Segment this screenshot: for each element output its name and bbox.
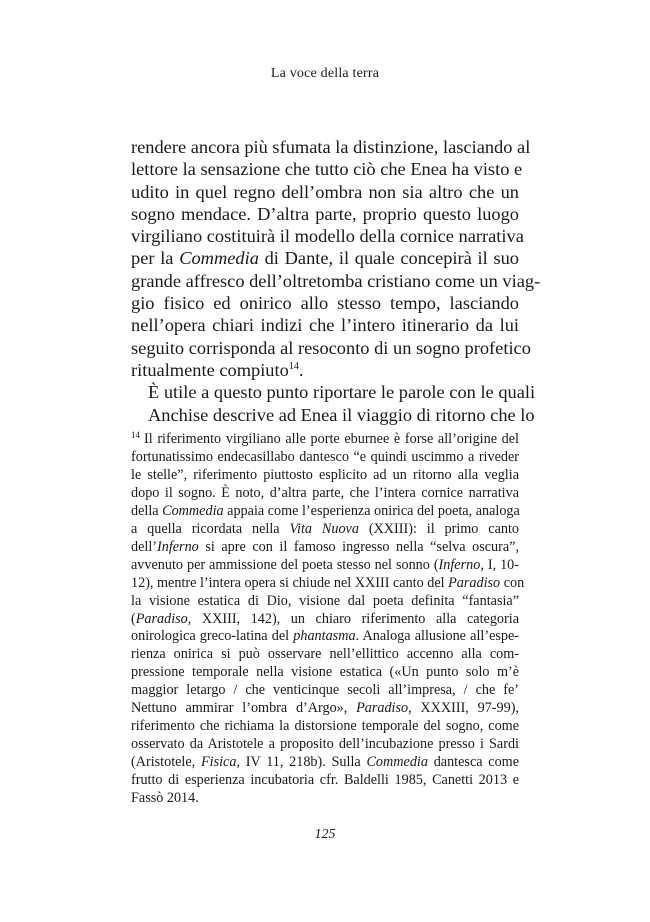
footnote-line: (Paradiso, XXIII, 142), un chiaro riferimento alla categoria (131, 610, 519, 627)
footnote-block (131, 430, 525, 808)
text-line: gio fisico ed onirico allo stesso tempo, lasciando (131, 293, 519, 314)
footnote-line: la visione estatica di Dio, visione dal poeta definita “fantasia” (131, 592, 519, 609)
text-line: lettore la sensazione che tutto ciò che Enea ha visto e (131, 159, 523, 180)
text-line: grande affresco dell’oltretomba cristiano come un viag- (131, 270, 541, 291)
footnote-line: avvenuto per ammissione del poeta stesso nel sonno (Inferno, I, 10- (131, 556, 519, 573)
text-line: È utile a questo punto riportare le parole con le quali (148, 382, 536, 403)
text-line: rendere ancora più sfumata la distinzione, lasciando al (131, 137, 531, 157)
text-line: ritualmente compiuto$^{14}$. (131, 359, 304, 380)
text-line: sogno mendace. D’altra parte, proprio questo luogo (131, 203, 519, 224)
footnote-line: a quella ricordata nella Vita Nuova (XXIII): il primo canto (131, 520, 519, 537)
footnote-line: della Commedia appaia come l’esperienza onirica del poeta, analoga (131, 502, 520, 519)
text-line: seguito corrisponda al resoconto di un sogno profetico (131, 337, 531, 358)
text-line: nell’opera chiari indizi che l’intero itinerario da lui (131, 315, 519, 336)
footnote-line: onirologica greco-latina del phantasma. Analoga allusione all’espe- (131, 628, 519, 645)
footnote-line: frutto di esperienza incubatoria cfr. Baldelli 1985, Canetti 2013 e (131, 772, 519, 789)
footnote-line: rienza onirica si può osservare nell’ellittico accenno alla com- (131, 646, 519, 663)
footnote-line: riferimento che richiama la distorsione temporale del sogno, come (131, 718, 519, 735)
footnote-number: 14 (131, 430, 140, 440)
footnote-line: pressione temporale nella visione estatica («Un punto solo m’è (131, 664, 519, 681)
text-line: per la Commedia di Dante, il quale concepirà il suo (131, 248, 520, 269)
footnote-line: maggior letargo / che venticinque secoli all’impresa, / che fe’ (131, 682, 519, 699)
footnote-reference: 14 (288, 360, 299, 372)
footnote-line: le stelle”, riferimento piuttosto esplicito ad un ritorno alla veglia (131, 466, 519, 483)
text-line: virgiliano costituirà il modello della cornice narrativa (131, 226, 524, 247)
footnote-line: Nettuno ammirar l’ombra d’Argo», Paradiso, XXXIII, 97-99), (131, 700, 519, 717)
footnote-line: 12), mentre l’intera opera si chiude nel XXIII canto del Paradiso con (131, 574, 525, 591)
footnote-line: $^{14}$ Il riferimento virgiliano alle porte eburnee è forse all’origine del (131, 430, 519, 447)
footnote-line: fortunatissimo endecasillabo dantesco “e quindi uscimmo a riveder (131, 448, 519, 465)
footnote-line: dell’Inferno si apre con il famoso ingresso nella “selva oscura”, (131, 538, 519, 555)
text-line: udito in quel regno dell’ombra non sia altro che un (131, 181, 519, 202)
footnote-line: osservato da Aristotele a proposito dell’incubazione presso i Sardi (131, 736, 519, 753)
main-text (131, 136, 541, 426)
text-line: Anchise descrive ad Enea il viaggio di ritorno che lo (148, 404, 535, 425)
page-number: 125 (314, 827, 336, 842)
footnote-line: Fassò 2014. (131, 790, 199, 807)
footnote-line: (Aristotele, Fisica, IV 11, 218b). Sulla Commedia dantesca come (131, 754, 520, 771)
running-head: La voce della terra (270, 66, 380, 81)
footnote-line: dopo il sogno. È noto, d’altra parte, che l’intera cornice narrativa (131, 484, 519, 501)
